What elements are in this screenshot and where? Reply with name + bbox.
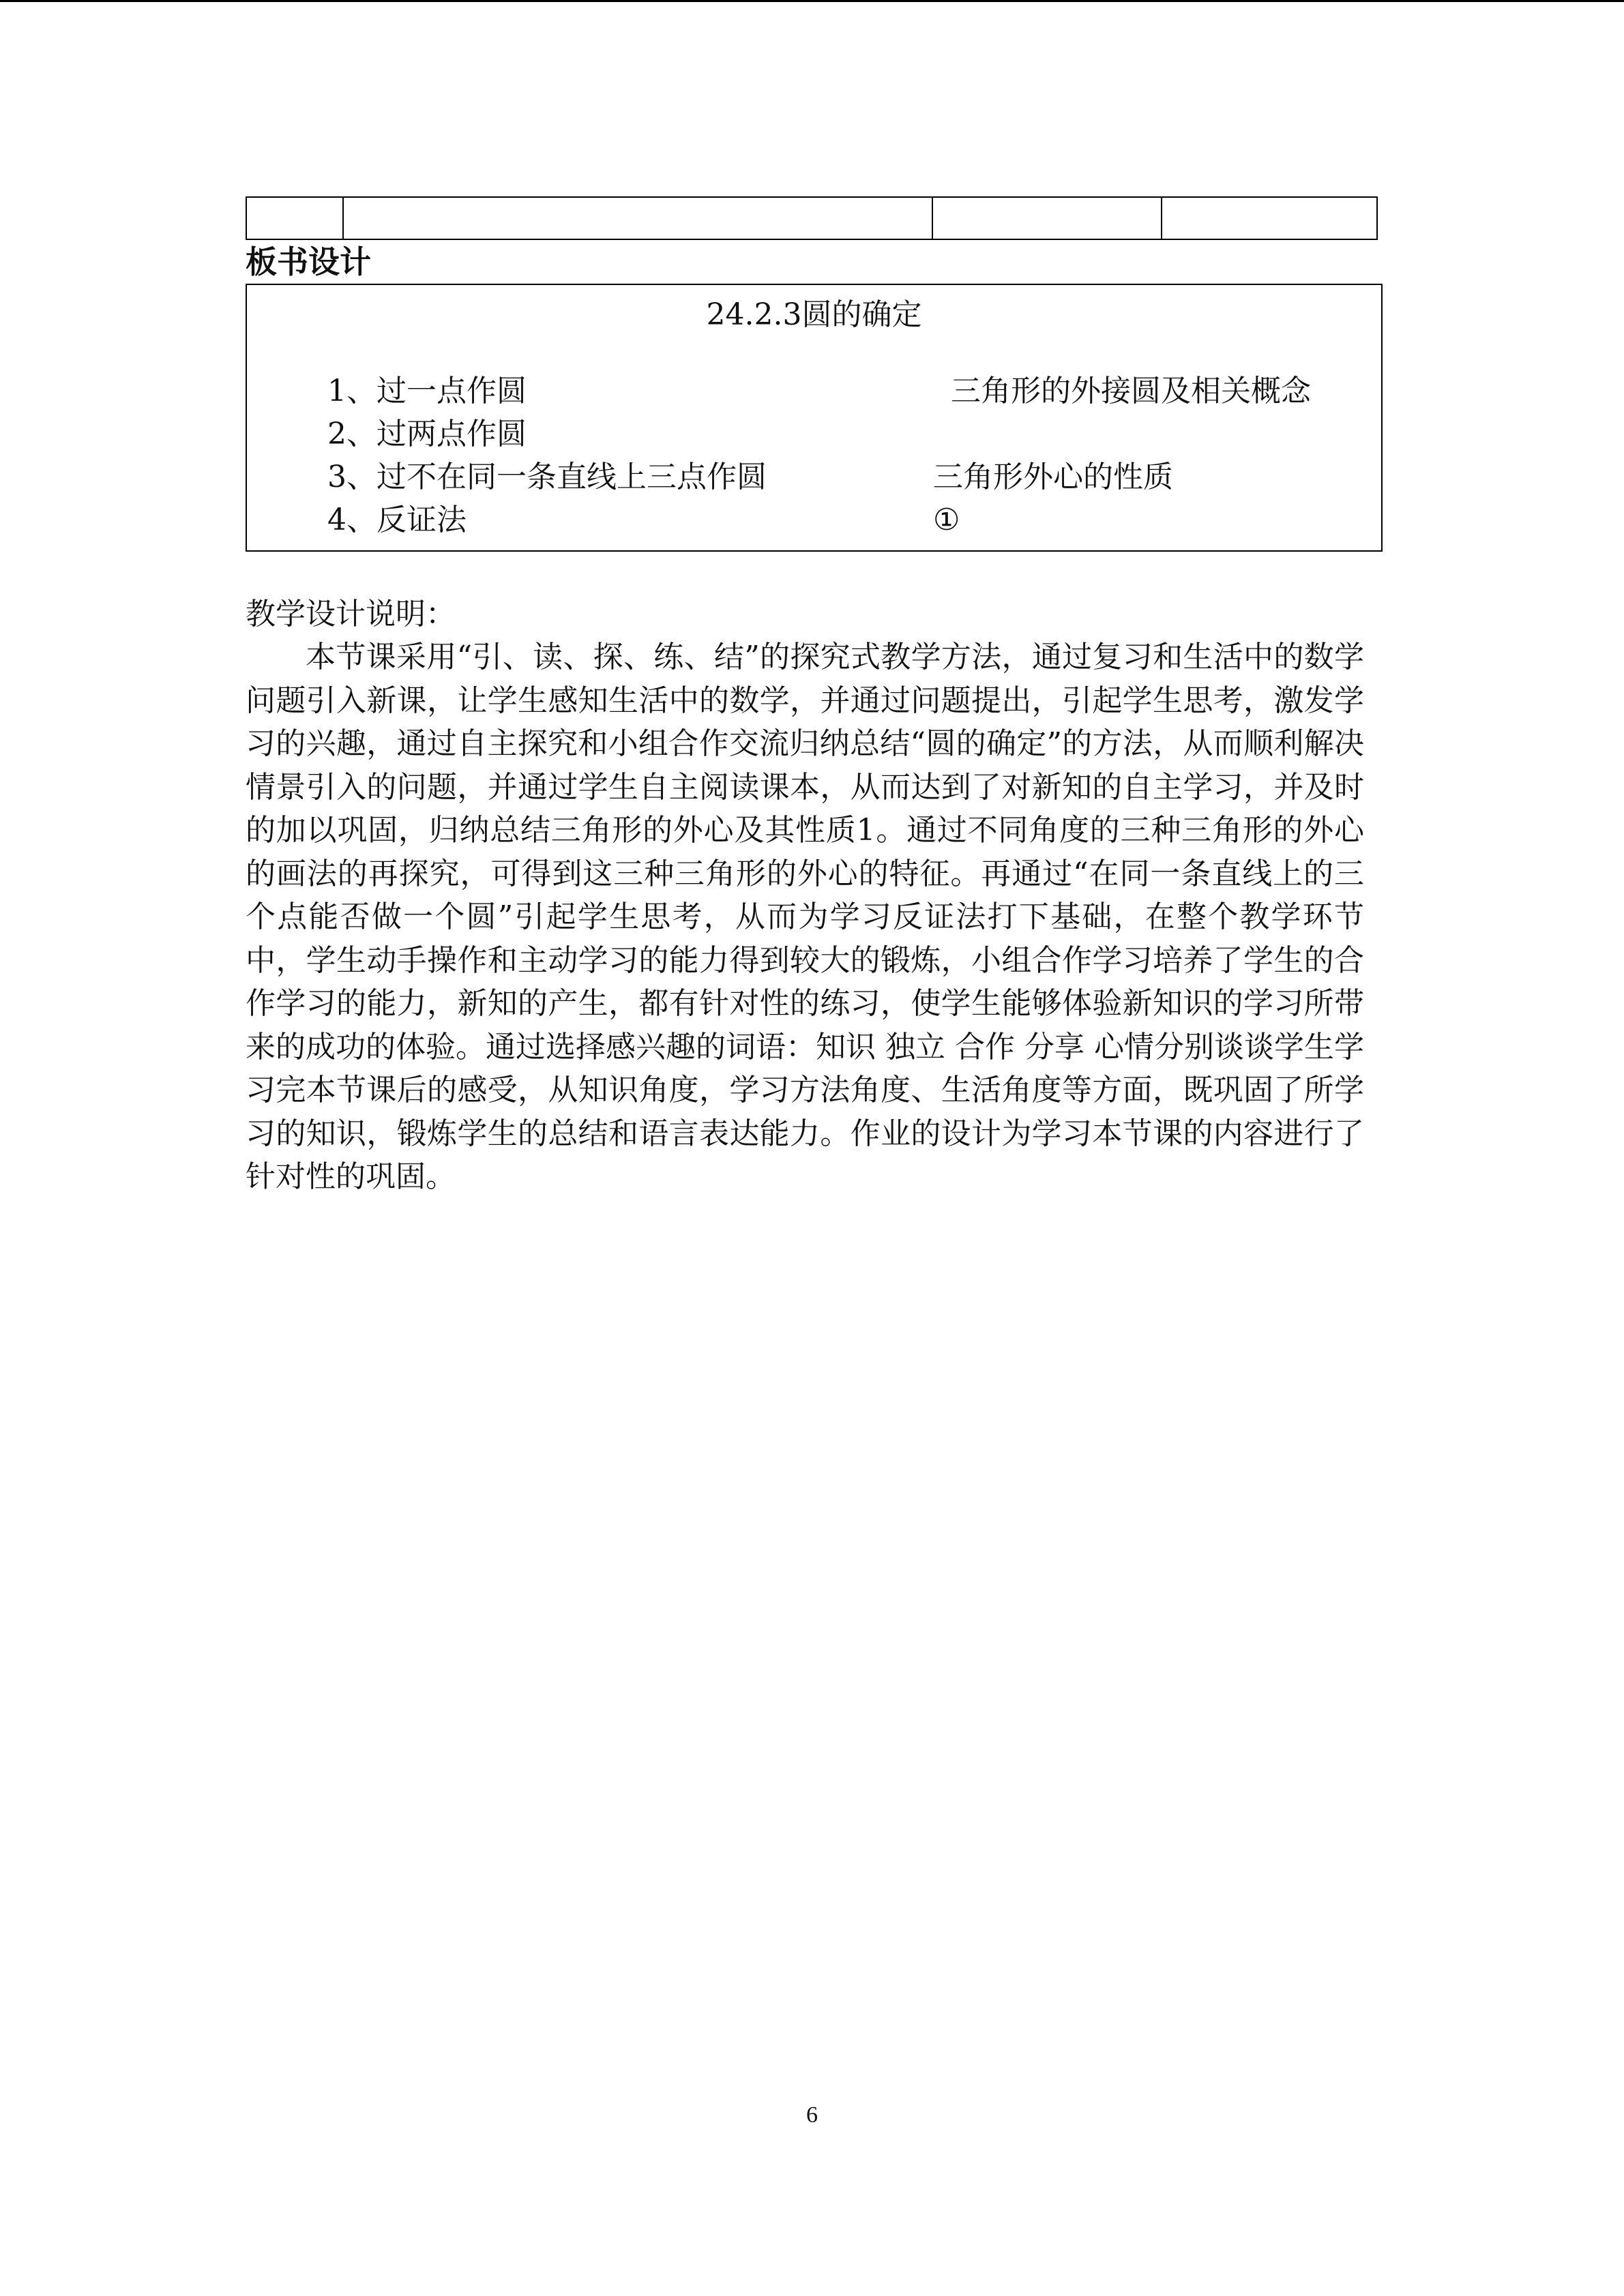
board-title: 24.2.3圆的确定 <box>706 297 922 332</box>
table-cell <box>933 198 1162 239</box>
board-left-item: 4、反证法 <box>327 503 467 537</box>
section-heading: 板书设计 <box>246 243 371 280</box>
description-label: 教学设计说明： <box>246 597 456 631</box>
table-cell <box>1162 198 1376 239</box>
board-left-column <box>327 370 767 541</box>
board-design-box <box>246 284 1383 552</box>
table-cell <box>247 198 344 239</box>
board-left-item: 3、过不在同一条直线上三点作圆 <box>327 460 767 494</box>
description-paragraph: 本节课采用“引、读、探、练、结”的探究式教学方法，通过复习和生活中的数学问题引入新课，让学生感知生活中的数学，并通过问题提出，引起学生思考，激发学习的兴趣，通过自主探究和小组合作交流归纳总结“圆的确定”的方法，从而顺利解决情景引入的问题，并通过学生自主阅读课本，从而达到了对新知的自主学习，并及时的加以巩固，归纳总结三角形的外心及其性质1。通过不同角度的三种三角形的外心的画法的再探究，可得到这三种三角形的外心的特征。再通过“在同一条直线上的三个点能否做一个圆”引起学生思考，从而为学习反证法打下基础，在整个教学环节中，学生动手操作和主动学习的能力得到较大的锻炼，小组合作学习培养了学生的合作学习的能力，新知的产生，都有针对性的练习，使学生能够体验新知识的学习所带来的成功的体验。通过选择感兴趣的词语：知识 独立 合作 分享 心情分别谈谈学生学习完本节课后的感受，从知识角度，学习方法角度、生活角度等方面，既巩固了所学习的知识，锻炼学生的总结和语言表达能力。作业的设计为学习本节课的内容进行了针对性的巩固。 <box>246 640 1364 1194</box>
board-right-item: 三角形外心的性质 <box>933 460 1173 494</box>
page-top-border <box>0 0 1624 2</box>
continuation-table-row <box>246 196 1378 240</box>
board-right-item: ① <box>933 503 960 537</box>
board-right-column <box>933 370 1311 541</box>
page-number: 6 <box>806 2102 818 2128</box>
board-right-item <box>933 413 1311 456</box>
board-right-item: 三角形的外接圆及相关概念 <box>951 374 1311 408</box>
design-description <box>246 593 1364 1199</box>
board-left-item: 2、过两点作圆 <box>327 417 527 451</box>
table-cell <box>344 198 933 239</box>
board-left-item: 1、过一点作圆 <box>327 374 527 408</box>
